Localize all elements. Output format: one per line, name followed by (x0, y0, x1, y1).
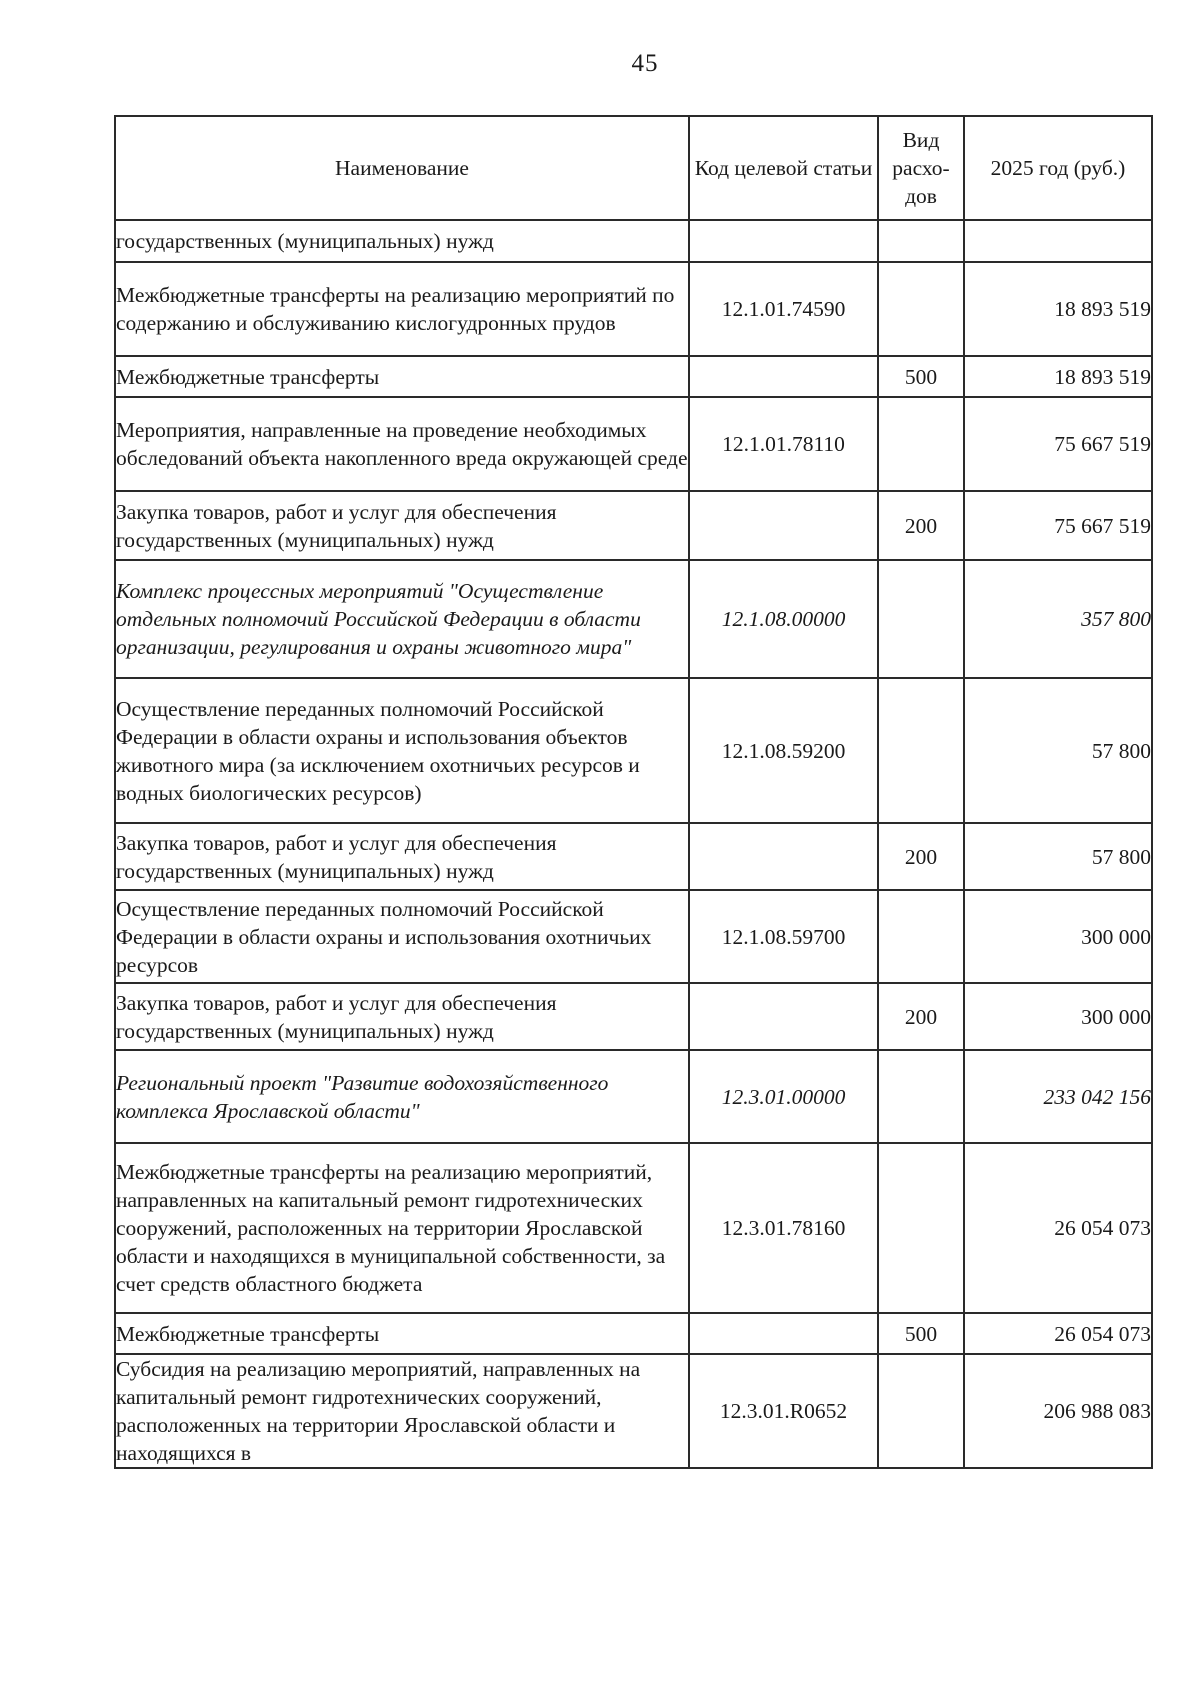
row-code-cell: 12.3.01.R0652 (689, 1354, 878, 1468)
row-name-cell: Межбюджетные трансферты (115, 1313, 689, 1354)
row-name-cell: Межбюджетные трансферты на реализацию мероприятий по содержанию и обслуживанию кислогудронных прудов (115, 262, 689, 356)
row-sum-cell: 233 042 156 (964, 1050, 1152, 1143)
row-code-cell (689, 356, 878, 397)
header-sum: 2025 год (руб.) (964, 116, 1152, 220)
table-row (115, 220, 1152, 262)
row-name-cell: Межбюджетные трансферты (115, 356, 689, 397)
row-name-cell: Субсидия на реализацию мероприятий, направленных на капитальный ремонт гидротехнических сооружений, расположенных на территории Ярославской области и находящихся в (115, 1354, 689, 1468)
row-code-cell (689, 1313, 878, 1354)
row-vid-cell (878, 1050, 964, 1143)
row-name-cell: Осуществление переданных полномочий Российской Федерации в области охраны и использования объектов животного мира (за исключением охотничьих ресурсов и водных биологических ресурсов) (115, 678, 689, 823)
table-header-row (115, 116, 1152, 220)
table-row (115, 1050, 1152, 1143)
row-code-cell: 12.1.08.59700 (689, 890, 878, 983)
page-number: 45 (631, 50, 659, 77)
table-row (115, 356, 1152, 397)
row-code-cell: 12.1.08.00000 (689, 560, 878, 678)
table-row (115, 560, 1152, 678)
row-name-cell: Закупка товаров, работ и услуг для обеспечения государственных (муниципальных) нужд (115, 491, 689, 560)
row-sum-cell: 300 000 (964, 983, 1152, 1050)
row-code-cell: 12.1.01.74590 (689, 262, 878, 356)
row-name-cell: Комплекс процессных мероприятий "Осуществление отдельных полномочий Российской Федерации в области организации, регулирования и охраны животного мира" (115, 560, 689, 678)
row-code-cell: 12.3.01.78160 (689, 1143, 878, 1313)
row-code-cell: 12.3.01.00000 (689, 1050, 878, 1143)
row-sum-cell: 18 893 519 (964, 262, 1152, 356)
row-sum-cell: 26 054 073 (964, 1143, 1152, 1313)
row-sum-cell: 26 054 073 (964, 1313, 1152, 1354)
row-vid-cell (878, 220, 964, 262)
header-vid: Вид расхо-дов (878, 116, 964, 220)
row-sum-cell: 57 800 (964, 678, 1152, 823)
row-sum-cell: 57 800 (964, 823, 1152, 890)
row-vid-cell (878, 678, 964, 823)
row-sum-cell: 206 988 083 (964, 1354, 1152, 1468)
table-row (115, 1143, 1152, 1313)
row-vid-cell: 500 (878, 1313, 964, 1354)
table-row (115, 678, 1152, 823)
row-vid-cell: 200 (878, 983, 964, 1050)
row-code-cell (689, 220, 878, 262)
row-name-cell: Закупка товаров, работ и услуг для обеспечения государственных (муниципальных) нужд (115, 823, 689, 890)
row-code-cell (689, 823, 878, 890)
row-name-cell: государственных (муниципальных) нужд (115, 220, 689, 262)
row-sum-cell: 75 667 519 (964, 397, 1152, 491)
row-vid-cell: 200 (878, 823, 964, 890)
row-sum-cell: 75 667 519 (964, 491, 1152, 560)
row-vid-cell (878, 1143, 964, 1313)
table-row (115, 491, 1152, 560)
row-sum-cell: 300 000 (964, 890, 1152, 983)
table-row (115, 1354, 1152, 1468)
row-code-cell: 12.1.08.59200 (689, 678, 878, 823)
row-vid-cell (878, 560, 964, 678)
row-sum-cell: 18 893 519 (964, 356, 1152, 397)
row-code-cell (689, 983, 878, 1050)
row-code-cell: 12.1.01.78110 (689, 397, 878, 491)
row-name-cell: Межбюджетные трансферты на реализацию мероприятий, направленных на капитальный ремонт гидротехнических сооружений, расположенных на территории Ярославской области и находящихся в муниципальной собственности, за счет средств областного бюджета (115, 1143, 689, 1313)
row-vid-cell (878, 397, 964, 491)
row-vid-cell: 200 (878, 491, 964, 560)
row-code-cell (689, 491, 878, 560)
row-vid-cell: 500 (878, 356, 964, 397)
row-sum-cell: 357 800 (964, 560, 1152, 678)
row-name-cell: Мероприятия, направленные на проведение необходимых обследований объекта накопленного вреда окружающей среде (115, 397, 689, 491)
budget-table (114, 115, 1153, 1469)
table-row (115, 1313, 1152, 1354)
table-row (115, 262, 1152, 356)
table-row (115, 397, 1152, 491)
row-sum-cell (964, 220, 1152, 262)
table-row (115, 983, 1152, 1050)
row-name-cell: Закупка товаров, работ и услуг для обеспечения государственных (муниципальных) нужд (115, 983, 689, 1050)
header-code: Код целевой статьи (689, 116, 878, 220)
table-body (115, 220, 1152, 1468)
header-name: Наименование (115, 116, 689, 220)
table-row (115, 823, 1152, 890)
row-name-cell: Осуществление переданных полномочий Российской Федерации в области охраны и использования охотничьих ресурсов (115, 890, 689, 983)
table-row (115, 890, 1152, 983)
row-name-cell: Региональный проект "Развитие водохозяйственного комплекса Ярославской области" (115, 1050, 689, 1143)
row-vid-cell (878, 1354, 964, 1468)
row-vid-cell (878, 262, 964, 356)
row-vid-cell (878, 890, 964, 983)
